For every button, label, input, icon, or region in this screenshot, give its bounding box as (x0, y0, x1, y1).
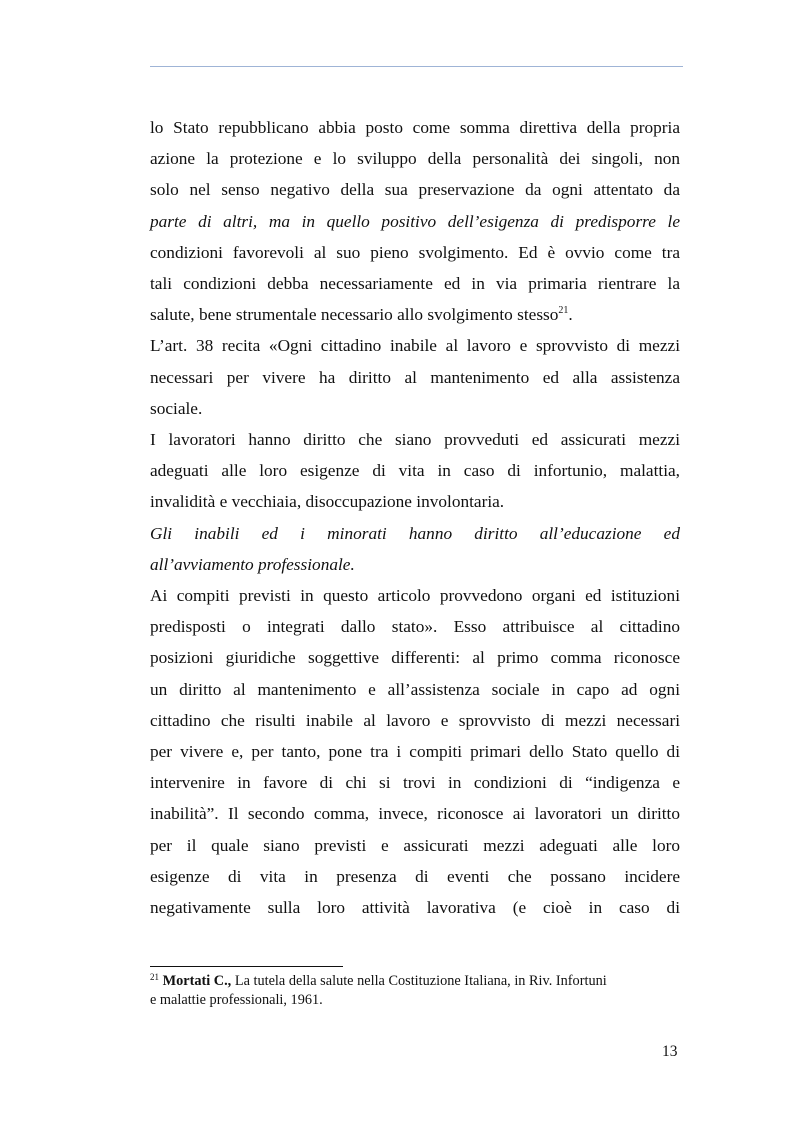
body-line-text: invalidità e vecchiaia, disoccupazione involontaria. (150, 492, 505, 512)
body-line-text: salute, bene strumentale necessario allo svolgimento stesso (150, 305, 559, 325)
body-line-text: cittadino che risulti inabile al lavoro e sprovvisto di mezzi necessari (150, 710, 680, 730)
body-line (150, 299, 680, 330)
footnote-author: Mortati C., (162, 973, 232, 989)
body-line-text: azione la protezione e lo sviluppo della personalità dei singoli, non (150, 149, 680, 169)
body-line (150, 206, 680, 237)
body-line (150, 830, 680, 861)
footnote-reference: 21 (558, 305, 569, 317)
body-line (150, 268, 680, 299)
footnote-line-1 (150, 972, 682, 991)
body-line-text: solo nel senso negativo della sua preservazione da ogni attentato da (150, 180, 680, 200)
body-line-text: sociale. (150, 398, 203, 418)
body-line-suffix: . (568, 305, 573, 325)
body-line (150, 112, 680, 143)
body-line (150, 736, 680, 767)
body-line (150, 611, 680, 642)
footnote-separator (150, 966, 343, 967)
body-line (150, 393, 680, 424)
body-line (150, 674, 680, 705)
body-line-text: all’avviamento professionale. (150, 554, 355, 574)
body-line (150, 861, 680, 892)
body-line (150, 580, 680, 611)
body-line (150, 798, 680, 829)
body-line-text: adeguati alle loro esigenze di vita in caso di infortunio, malattia, (150, 461, 680, 481)
body-line (150, 362, 680, 393)
body-line (150, 143, 680, 174)
body-line-text: un diritto al mantenimento e all’assistenza sociale in capo ad ogni (150, 679, 680, 699)
body-line (150, 705, 680, 736)
header-rule (150, 66, 683, 67)
body-line-text: posizioni giuridiche soggettive differenti: al primo comma riconosce (150, 648, 680, 668)
body-line (150, 424, 680, 455)
footnote-number: 21 (150, 972, 159, 982)
body-line-text: parte di altri, ma in quello positivo dell’esigenza di predisporre le (150, 211, 680, 231)
body-line (150, 518, 680, 549)
footnote-line-2: e malattie professionali, 1961. (150, 991, 323, 1008)
body-line-text: Ai compiti previsti in questo articolo provvedono organi ed istituzioni (150, 586, 680, 606)
body-line-text: L’art. 38 recita «Ogni cittadino inabile al lavoro e sprovvisto di mezzi (150, 336, 680, 356)
body-line-text: negativamente sulla loro attività lavorativa (e cioè in caso di (150, 898, 680, 918)
body-line-text: intervenire in favore di chi si trovi in condizioni di “indigenza e (150, 773, 680, 793)
body-line-text: predisposti o integrati dallo stato». Esso attribuisce al cittadino (150, 617, 680, 637)
page-number: 13 (662, 1043, 678, 1060)
body-line-text: condizioni favorevoli al suo pieno svolgimento. Ed è ovvio come tra (150, 242, 680, 262)
body-line (150, 549, 680, 580)
body-line-text: esigenze di vita in presenza di eventi che possano incidere (150, 866, 680, 886)
body-line-text: Gli inabili ed i minorati hanno diritto all’educazione ed (150, 523, 680, 543)
footnote-citation: La tutela della salute nella Costituzione Italiana, in Riv. Infortuni (231, 973, 607, 989)
body-line-text: inabilità”. Il secondo comma, invece, riconosce ai lavoratori un diritto (150, 804, 680, 824)
body-line-text: tali condizioni debba necessariamente ed in via primaria rientrare la (150, 274, 680, 294)
body-line (150, 455, 680, 486)
body-line-text: lo Stato repubblicano abbia posto come somma direttiva della propria (150, 118, 680, 137)
body-line (150, 486, 680, 517)
body-line (150, 237, 680, 268)
body-line (150, 330, 680, 361)
body-line-text: per il quale siano previsti e assicurati mezzi adeguati alle loro (150, 835, 680, 855)
body-line (150, 892, 680, 923)
body-line (150, 642, 680, 673)
body-line-text: necessari per vivere ha diritto al mantenimento ed alla assistenza (150, 367, 680, 387)
body-text (150, 112, 680, 923)
body-line-text: I lavoratori hanno diritto che siano provveduti ed assicurati mezzi (150, 430, 680, 450)
body-line (150, 767, 680, 798)
footnote (150, 972, 682, 1009)
body-line (150, 174, 680, 205)
body-line-text: per vivere e, per tanto, pone tra i compiti primari dello Stato quello di (150, 742, 680, 762)
